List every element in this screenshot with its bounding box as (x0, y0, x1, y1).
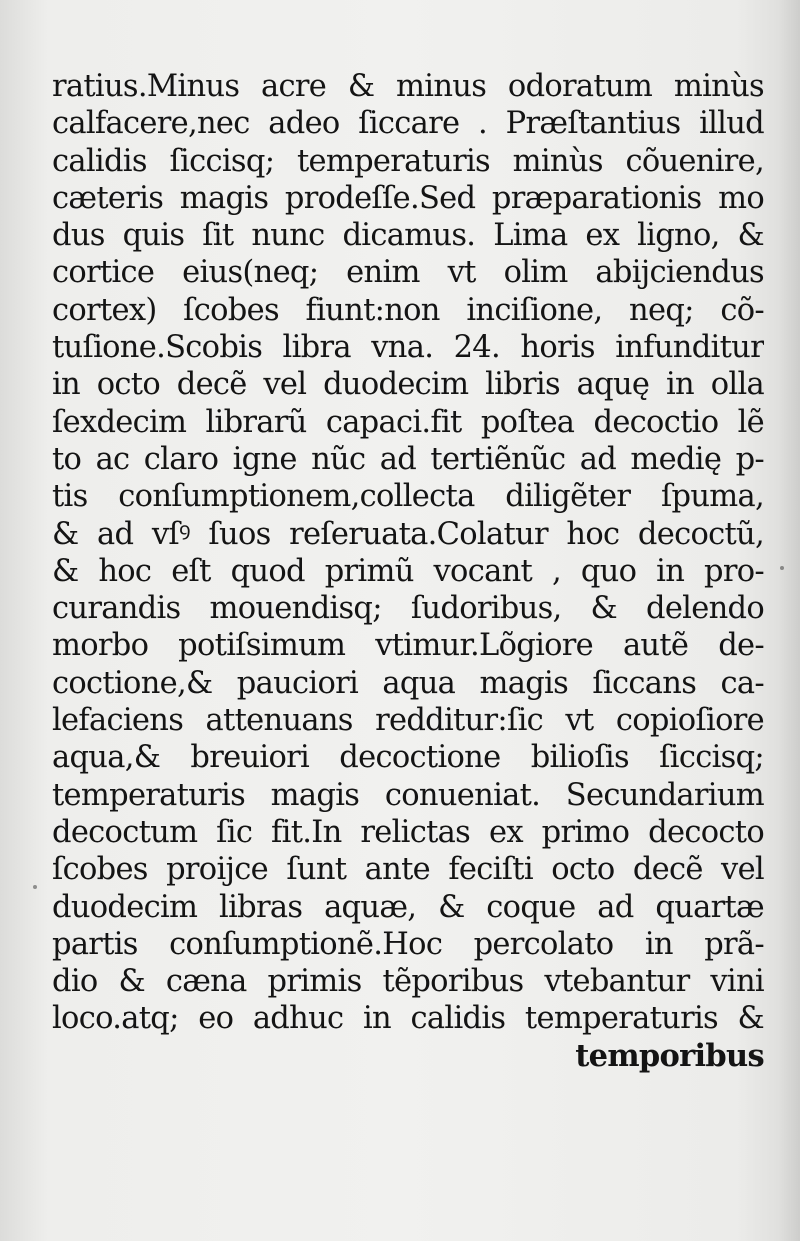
text-line: & hoc eſt quod primũ vocant , quo in pro- (52, 553, 764, 589)
text-line: cortice eius(neq; enim vt olim abijciendus (52, 255, 764, 291)
text-line: dus quis ſit nunc dicamus. Lima ex ligno, & (52, 218, 764, 254)
text-line: & ad vſꝰ ſuos reſeruata.Colatur hoc decoctũ, (52, 516, 764, 552)
text-line: lefaciens attenuans redditur:ſic vt copioſiore (52, 703, 764, 739)
text-line: coctione,& pauciori aqua magis ſiccans ca- (52, 665, 764, 701)
text-line: ſcobes proijce ſunt ante feciſti octo decẽ vel (52, 852, 764, 888)
text-line: curandis mouendisq; ſudoribus, & delendo (52, 591, 764, 627)
text-line: decoctum ſic fit.In relictas ex primo decocto (52, 814, 764, 850)
text-line: morbo potiſsimum vtimur.Lõgiore autẽ de- (52, 628, 764, 664)
text-line: tis conſumptionem,collecta diligẽter ſpuma, (52, 479, 764, 515)
ink-speck (780, 566, 784, 570)
text-line: calidis ſiccisq; temperaturis minùs cõuenire, (52, 143, 764, 179)
catchword: temporibus (575, 1037, 764, 1074)
text-line: to ac claro igne nũc ad tertiẽnũc ad medię p- (52, 441, 764, 477)
text-line: cortex) ſcobes fiunt:non inciſione, neq; cõ- (52, 292, 764, 328)
text-line: ſexdecim librarũ capaci.fit poſtea decoctio lẽ (52, 404, 764, 440)
text-line: loco.atq; eo adhuc in calidis temperaturis & (52, 1001, 764, 1037)
text-line: ratius.Minus acre & minus odoratum minùs (52, 69, 764, 104)
text-line: dio & cæna primis tẽporibus vtebantur vini (52, 964, 764, 1000)
text-line: partis conſumptionẽ.Hoc percolato in prã- (52, 926, 764, 962)
ink-speck (754, 344, 758, 348)
text-line: in octo decẽ vel duodecim libris aquę in olla (52, 367, 764, 403)
ink-speck (33, 885, 37, 889)
text-line: calfacere,nec adeo ſiccare . Præſtantius illud (52, 106, 764, 142)
text-line: duodecim libras aquæ, & coque ad quartæ (52, 889, 764, 925)
text-line: temperaturis magis conueniat. Secundarium (52, 777, 764, 813)
text-line: aqua,& breuiori decoctione bilioſis ſiccisq; (52, 740, 764, 776)
text-line: tuſione.Scobis libra vna. 24. horis infunditur (52, 330, 764, 366)
body-text (52, 68, 764, 1075)
text-line: cæteris magis prodeſſe.Sed præparationis mo (52, 180, 764, 216)
page-gutter-shadow (778, 0, 800, 1241)
